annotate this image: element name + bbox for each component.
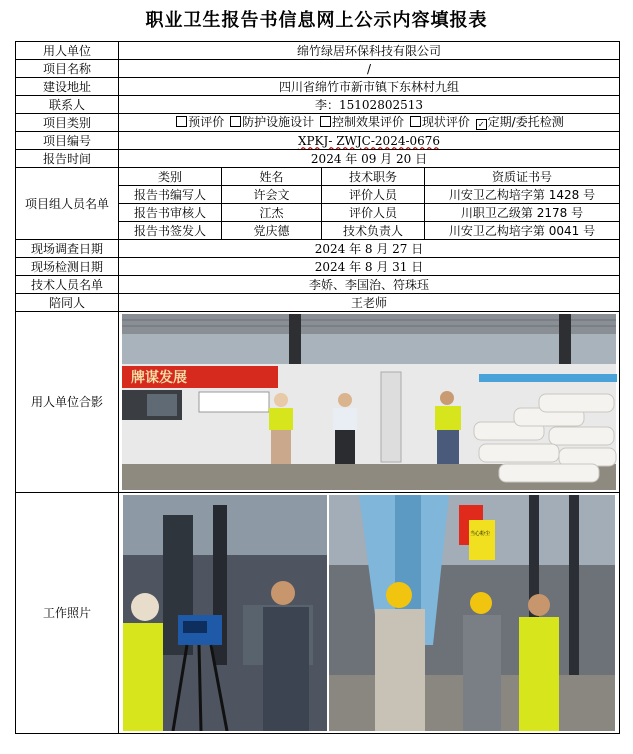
checkbox-icon [230, 116, 241, 127]
row-survey-date [16, 240, 620, 258]
member-cell: 报告书审核人 [119, 204, 222, 222]
page-title: 职业卫生报告书信息网上公示内容填报表 [145, 10, 488, 31]
employer-value: 绵竹绿居环保科技有限公司 [119, 42, 620, 60]
checked-box-icon: ✓ [476, 119, 487, 130]
member-cell: 川安卫乙构培字第 1428 号 [425, 186, 620, 204]
checkbox-icon [176, 116, 187, 127]
category-options [119, 114, 620, 132]
address-label: 建设地址 [16, 78, 119, 96]
row-category [16, 114, 620, 132]
members-label: 项目组人员名单 [16, 168, 119, 240]
employer-label: 用人单位 [16, 42, 119, 60]
project-name-value: / [119, 60, 620, 78]
row-group-photo [16, 312, 620, 493]
row-report-time [16, 150, 620, 168]
number-value: XPKJ- ZWJC-2024-0676 [297, 133, 441, 148]
report-time-label: 报告时间 [16, 150, 119, 168]
member-cell: 许会文 [222, 186, 322, 204]
contact-label: 联系人 [16, 96, 119, 114]
category-option: 控制效果评价 [318, 115, 404, 129]
checkbox-icon [410, 116, 421, 127]
address-value: 四川省绵竹市新市镇下东林村九组 [119, 78, 620, 96]
row-work-photo [16, 493, 620, 734]
number-label: 项目编号 [16, 132, 119, 150]
member-cell: 评价人员 [322, 204, 425, 222]
work-photo-left [123, 495, 327, 731]
members-header-row [16, 168, 620, 186]
row-escort [16, 294, 620, 312]
row-employer [16, 42, 620, 60]
members-header-cell: 资质证书号 [425, 168, 620, 186]
group-photo [119, 312, 619, 492]
work-photo-right [329, 495, 615, 731]
member-cell: 川安卫乙构培字第 0041 号 [425, 222, 620, 240]
contact-value: 李：15102802513 [119, 96, 620, 114]
members-header-cell: 类别 [119, 168, 222, 186]
category-label: 项目类别 [16, 114, 119, 132]
row-test-date [16, 258, 620, 276]
escort-value: 王老师 [119, 294, 620, 312]
project-name-label: 项目名称 [16, 60, 119, 78]
tech-staff-label: 技术人员名单 [16, 276, 119, 294]
test-date-label: 现场检测日期 [16, 258, 119, 276]
row-address [16, 78, 620, 96]
row-contact [16, 96, 620, 114]
checkbox-icon [320, 116, 331, 127]
members-header-cell: 姓名 [222, 168, 322, 186]
member-cell: 报告书签发人 [119, 222, 222, 240]
group-photo-label: 用人单位合影 [16, 312, 119, 493]
banner-text: 牌谋发展 [131, 370, 187, 386]
row-project-name [16, 60, 620, 78]
escort-label: 陪同人 [16, 294, 119, 312]
tech-staff-value: 李娇、李国治、符珠珏 [119, 276, 620, 294]
survey-date-value: 2024 年 8 月 27 日 [119, 240, 620, 258]
row-tech-staff [16, 276, 620, 294]
member-cell: 报告书编写人 [119, 186, 222, 204]
member-cell: 川职卫乙级第 2178 号 [425, 204, 620, 222]
survey-date-label: 现场调查日期 [16, 240, 119, 258]
member-cell: 技术负责人 [322, 222, 425, 240]
member-cell: 党庆德 [222, 222, 322, 240]
test-date-value: 2024 年 8 月 31 日 [119, 258, 620, 276]
members-header-cell: 技术职务 [322, 168, 425, 186]
category-option: 现状评价 [408, 115, 470, 129]
report-time-value: 2024 年 09 月 20 日 [119, 150, 620, 168]
work-photo-label: 工作照片 [16, 493, 119, 734]
member-cell: 江杰 [222, 204, 322, 222]
category-option: 预评价 [174, 115, 224, 129]
warning-sign-text: 当心粉尘 [470, 531, 491, 537]
row-number [16, 132, 620, 150]
category-option: ✓ 定期/委托检测 [474, 115, 564, 129]
member-cell: 评价人员 [322, 186, 425, 204]
category-option: 防护设施设计 [228, 115, 314, 129]
info-table [15, 41, 620, 734]
